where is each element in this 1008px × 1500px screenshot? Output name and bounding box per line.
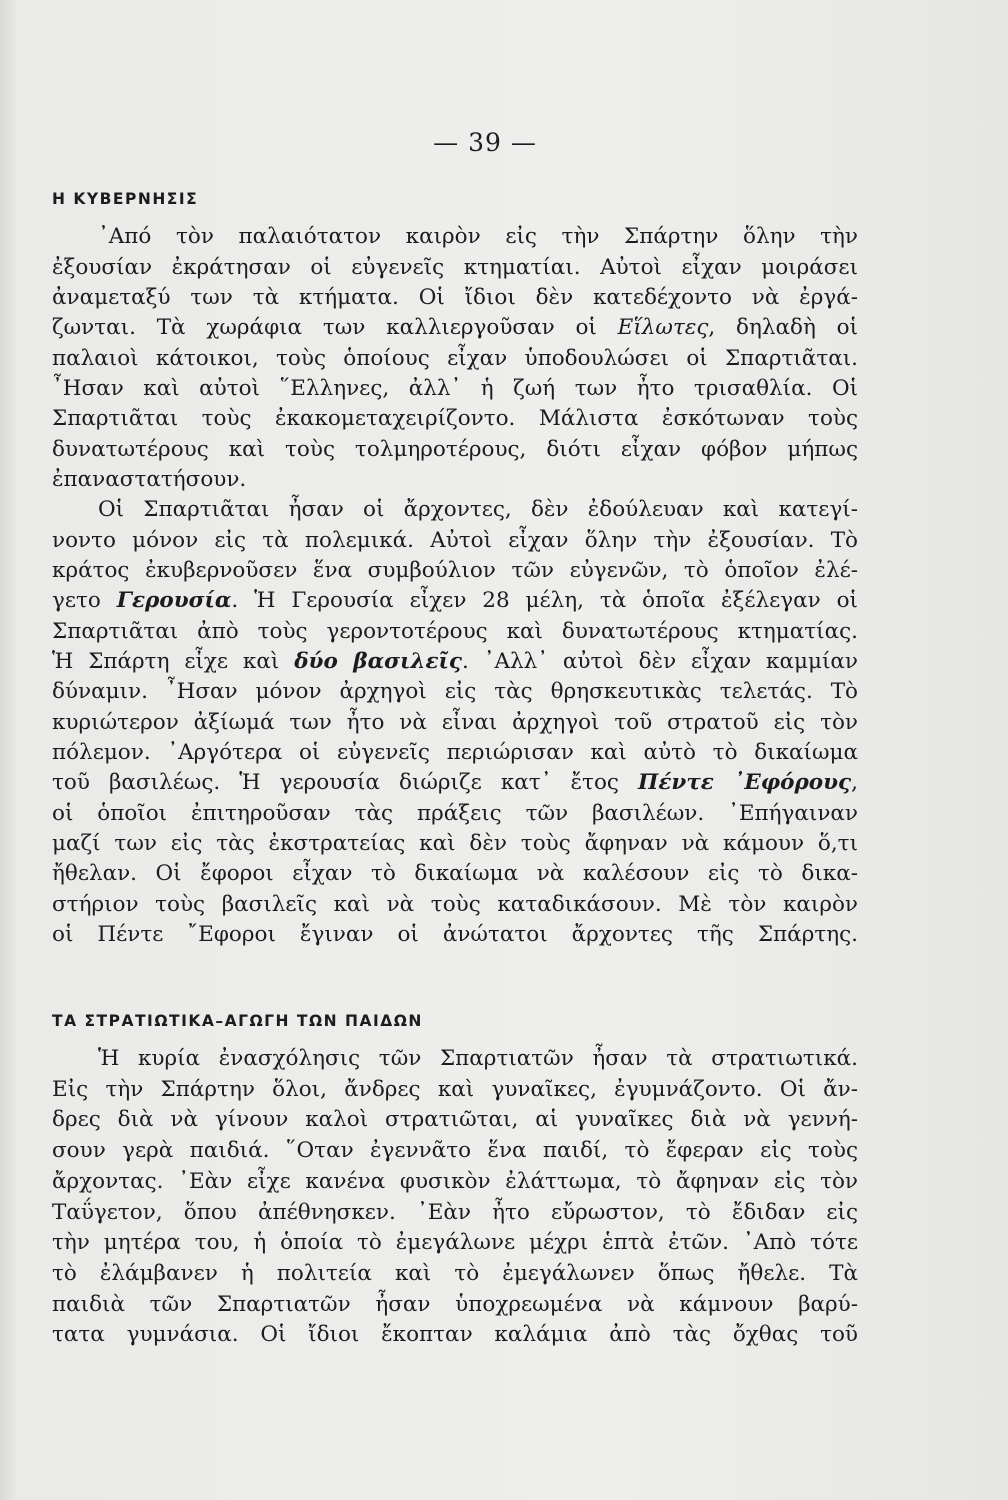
- text-line: Οἱ Σπαρτιᾶται ἦσαν οἱ ἄρχοντες, δὲν ἐδούλευαν καὶ κατεγί-: [98, 497, 858, 522]
- text-line: ῏Ησαν καὶ αὐτοὶ ῞Ελληνες, ἀλλ᾿ ἡ ζωή των ἦτο τρισαθλία. Οἱ: [52, 376, 858, 401]
- text-line: σουν γερὰ παιδιά. ῞Οταν ἐγεννᾶτο ἕνα παιδί, τὸ ἔφεραν εἰς τοὺς: [52, 1138, 858, 1163]
- text-line: παλαιοὶ κάτοικοι, τοὺς ὁποίους εἶχαν ὑποδουλώσει οἱ Σπαρτιᾶται.: [52, 346, 858, 371]
- text-line: τὸ ἐλάμβανεν ἡ πολιτεία καὶ τὸ ἐμεγάλωνεν ὅπως ἤθελε. Τὰ: [52, 1261, 858, 1286]
- text-line: ἐξουσίαν ἐκράτησαν οἱ εὐγενεῖς κτηματίαι. Αὐτοὶ εἶχαν μοιράσει: [52, 255, 858, 280]
- text-line: ἐπαναστατήσουν.: [52, 467, 247, 492]
- section-heading-kyvernisis: Η ΚΥΒΕΡΝΗΣΙΣ: [52, 190, 199, 208]
- emphasis-pente-eforous: Πέντε ᾿Εφόρους: [638, 770, 852, 795]
- text-line: δύναμιν. ῏Ησαν μόνον ἀρχηγοὶ εἰς τὰς θρησκευτικὰς τελετάς. Τὸ: [52, 679, 858, 704]
- section-heading-stratiotika: ΤΑ ΣΤΡΑΤΙΩΤΙΚΑ–ΑΓΩΓΗ ΤΩΝ ΠΑΙΔΩΝ: [52, 1012, 423, 1030]
- text-line: ἄρχοντας. ᾿Εὰν εἶχε κανένα φυσικὸν ἐλάττωμα, τὸ ἄφηναν εἰς τὸν: [52, 1169, 858, 1194]
- text-line: παιδιὰ τῶν Σπαρτιατῶν ἦσαν ὑποχρεωμένα νὰ κάμνουν βαρύ-: [52, 1292, 858, 1317]
- text-line: Ἡ Σπάρτη εἶχε καὶ δύο βασιλεῖς. ᾿Αλλ᾿ αὐτοὶ δὲν εἶχαν καμμίαν: [52, 649, 858, 674]
- text-line: οἱ ὁποῖοι ἐπιτηροῦσαν τὰς πράξεις τῶν βασιλέων. ᾿Επήγαιναν: [52, 801, 858, 826]
- text-line: γετο Γερουσία. Ἡ Γερουσία εἶχεν 28 μέλη, τὰ ὁποῖα ἐξέλεγαν οἱ: [52, 588, 858, 613]
- text-line: δυνατωτέρους καὶ τοὺς τολμηροτέρους, διότι εἶχαν φόβον μήπως: [52, 437, 858, 462]
- text-line: Ταΰγετον, ὅπου ἀπέθνησκεν. ᾿Εὰν ἦτο εὔρωστον, τὸ ἔδιδαν εἰς: [52, 1200, 858, 1225]
- text-line: δρες διὰ νὰ γίνουν καλοὶ στρατιῶται, αἱ γυναῖκες διὰ νὰ γεννή-: [52, 1107, 858, 1132]
- text-line: ἀναμεταξύ των τὰ κτήματα. Οἱ ἴδιοι δὲν κατεδέχοντο νὰ ἐργά-: [52, 285, 858, 310]
- text-line: τατα γυμνάσια. Οἱ ἴδιοι ἔκοπταν καλάμια ἀπὸ τὰς ὄχθας τοῦ: [52, 1322, 858, 1347]
- text-line: Εἰς τὴν Σπάρτην ὅλοι, ἄνδρες καὶ γυναῖκες, ἐγυμνάζοντο. Οἱ ἄν-: [52, 1077, 858, 1102]
- text-line: μαζί των εἰς τὰς ἐκστρατείας καὶ δὲν τοὺς ἄφηναν νὰ κάμουν ὅ,τι: [52, 831, 858, 856]
- emphasis-gerousia: Γερουσία: [116, 588, 232, 613]
- page-number: — 39 —: [433, 128, 537, 157]
- text-line: στήριον τοὺς βασιλεῖς καὶ νὰ τοὺς καταδικάσουν. Μὲ τὸν καιρὸν: [52, 892, 858, 917]
- text-line: τὴν μητέρα του, ἡ ὁποία τὸ ἐμεγάλωνε μέχρι ἑπτὰ ἐτῶν. ᾿Απὸ τότε: [52, 1230, 858, 1255]
- text-line: πόλεμον. ᾿Αργότερα οἱ εὐγενεῖς περιώρισαν καὶ αὐτὸ τὸ δικαίωμα: [52, 740, 858, 765]
- text-line: τοῦ βασιλέως. Ἡ γερουσία διώριζε κατ᾿ ἔτος Πέντε ᾿Εφόρους,: [52, 770, 858, 795]
- text-line: κράτος ἐκυβερνοῦσεν ἕνα συμβούλιον τῶν εὐγενῶν, τὸ ὁποῖον ἐλέ-: [52, 558, 858, 583]
- text-line: ἤθελαν. Οἱ ἔφοροι εἶχαν τὸ δικαίωμα νὰ καλέσουν εἰς τὸ δικα-: [52, 861, 858, 886]
- text-line: ᾿Από τὸν παλαιότατον καιρὸν εἰς τὴν Σπάρτην ὅλην τὴν: [98, 224, 858, 249]
- text-line: οἱ Πέντε ῎Εφοροι ἔγιναν οἱ ἀνώτατοι ἄρχοντες τῆς Σπάρτης.: [52, 922, 858, 947]
- emphasis-dyo-basileis: δύο βασιλεῖς: [294, 649, 463, 674]
- text-line: ζωνται. Τὰ χωράφια των καλλιεργοῦσαν οἱ Εἵλωτες, δηλαδὴ οἱ: [52, 315, 858, 340]
- text-line: Σπαρτιᾶται ἀπὸ τοὺς γεροντοτέρους καὶ δυνατωτέρους κτηματίας.: [52, 619, 858, 644]
- text-line: Ἡ κυρία ἐνασχόλησις τῶν Σπαρτιατῶν ἦσαν τὰ στρατιωτικά.: [98, 1046, 858, 1071]
- emphasis-eilotes: Εἵλωτες: [617, 315, 709, 340]
- text-line: κυριώτερον ἀξίωμά των ἦτο νὰ εἶναι ἀρχηγοὶ τοῦ στρατοῦ εἰς τὸν: [52, 710, 858, 735]
- text-line: νοντο μόνον εἰς τὰ πολεμικά. Αὐτοὶ εἶχαν ὅλην τὴν ἐξουσίαν. Τὸ: [52, 528, 858, 553]
- text-line: Σπαρτιᾶται τοὺς ἐκακομεταχειρίζοντο. Μάλιστα ἐσκότωναν τοὺς: [52, 406, 858, 431]
